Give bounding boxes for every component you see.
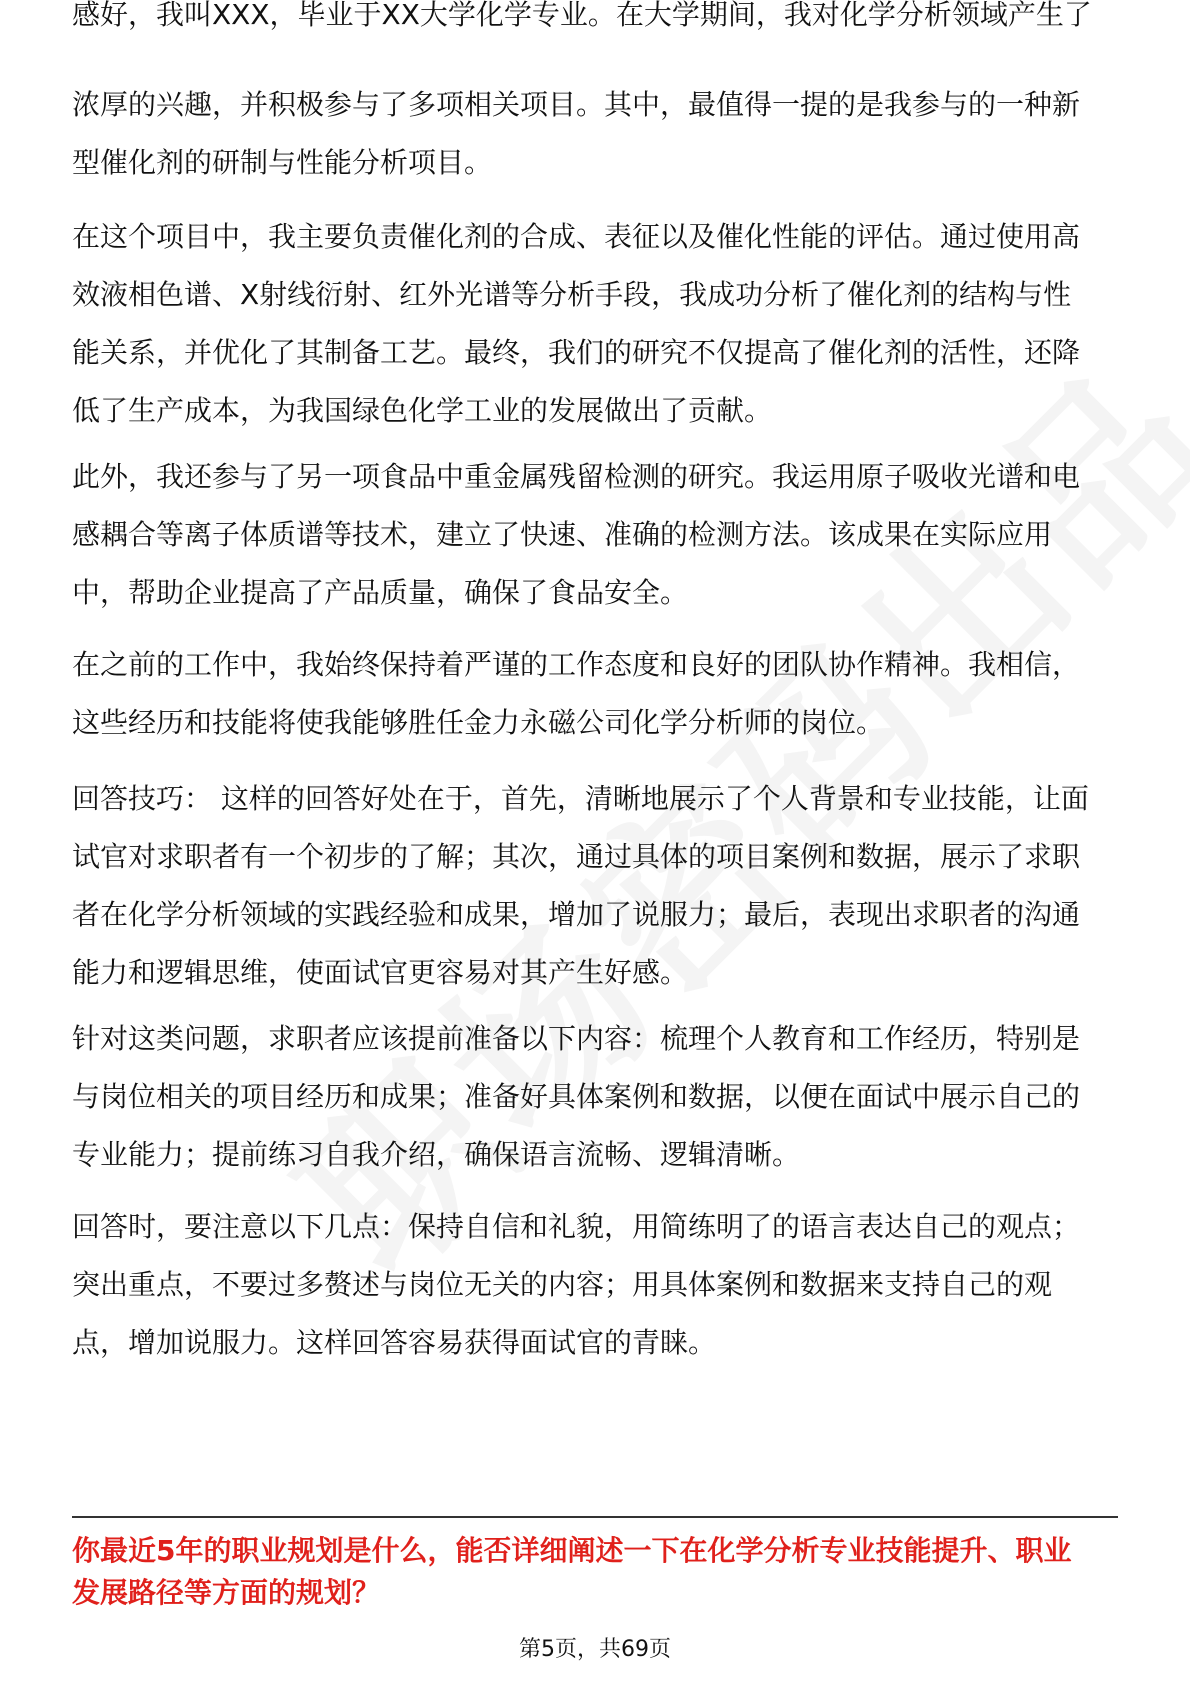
paragraph-work-attitude bbox=[72, 636, 1080, 752]
text-line: 型催化剂的研制与性能分析项目。 bbox=[72, 146, 493, 179]
text-line: 在这个项目中，我主要负责催化剂的合成、表征以及催化性能的评估。通过使用高 bbox=[72, 220, 1081, 253]
text-line: 浓厚的兴趣，并积极参与了多项相关项目。其中，最值得一提的是我参与的一种新 bbox=[72, 88, 1081, 121]
text-line: 这些经历和技能将使我能够胜任金力永磁公司化学分析师的岗位。 bbox=[72, 706, 885, 739]
paragraph-preparation bbox=[72, 1010, 1080, 1184]
text-line: 回答技巧： 这样的回答好处在于，首先，清晰地展示了个人背景和专业技能，让面 bbox=[72, 782, 1089, 815]
text-line: 点，增加说服力。这样回答容易获得面试官的青睐。 bbox=[72, 1326, 717, 1359]
text-line: 低了生产成本，为我国绿色化学工业的发展做出了贡献。 bbox=[72, 394, 773, 427]
text-line: 能力和逻辑思维，使面试官更容易对其产生好感。 bbox=[72, 956, 689, 989]
question-line: 你最近5年的职业规划是什么，能否详细阐述一下在化学分析专业技能提升、职业 bbox=[72, 1534, 1072, 1567]
text-line: 与岗位相关的项目经历和成果；准备好具体案例和数据，以便在面试中展示自己的 bbox=[72, 1080, 1081, 1113]
page-number: 第5页，共69页 bbox=[519, 1637, 671, 1662]
text-line: 针对这类问题，求职者应该提前准备以下内容：梳理个人教育和工作经历，特别是 bbox=[72, 1022, 1081, 1055]
cut-off-top-line: 感好，我叫XXX，毕业于XX大学化学专业。在大学期间，我对化学分析领域产生了 bbox=[72, 0, 1092, 31]
next-question-heading bbox=[72, 1530, 1118, 1614]
section-divider bbox=[72, 1516, 1118, 1518]
text-line: 能关系，并优化了其制备工艺。最终，我们的研究不仅提高了催化剂的活性，还降 bbox=[72, 336, 1081, 369]
paragraph-heavy-metal-research bbox=[72, 448, 1080, 622]
text-line: 中，帮助企业提高了产品质量，确保了食品安全。 bbox=[72, 576, 689, 609]
text-line: 效液相色谱、X射线衍射、红外光谱等分析手段，我成功分析了催化剂的结构与性 bbox=[72, 278, 1072, 311]
text-line: 回答时，要注意以下几点：保持自信和礼貌，用简练明了的语言表达自己的观点； bbox=[72, 1210, 1081, 1243]
paragraph-answer-tips bbox=[72, 770, 1089, 1002]
paragraph-answer-notes bbox=[72, 1198, 1080, 1372]
text-line: 感耦合等离子体质谱等技术，建立了快速、准确的检测方法。该成果在实际应用 bbox=[72, 518, 1053, 551]
question-line: 发展路径等方面的规划？ bbox=[72, 1576, 381, 1609]
text-line: 在之前的工作中，我始终保持着严谨的工作态度和良好的团队协作精神。我相信， bbox=[72, 648, 1081, 681]
text-line: 者在化学分析领域的实践经验和成果，增加了说服力；最后，表现出求职者的沟通 bbox=[72, 898, 1081, 931]
text-line: 专业能力；提前练习自我介绍，确保语言流畅、逻辑清晰。 bbox=[72, 1138, 801, 1171]
text-line: 突出重点，不要过多赘述与岗位无关的内容；用具体案例和数据来支持自己的观 bbox=[72, 1268, 1053, 1301]
text-line: 此外，我还参与了另一项食品中重金属残留检测的研究。我运用原子吸收光谱和电 bbox=[72, 460, 1081, 493]
paragraph-catalyst-project bbox=[72, 208, 1080, 440]
paragraph-intro-continued bbox=[72, 76, 1080, 192]
text-line: 试官对求职者有一个初步的了解；其次，通过具体的项目案例和数据，展示了求职 bbox=[72, 840, 1081, 873]
